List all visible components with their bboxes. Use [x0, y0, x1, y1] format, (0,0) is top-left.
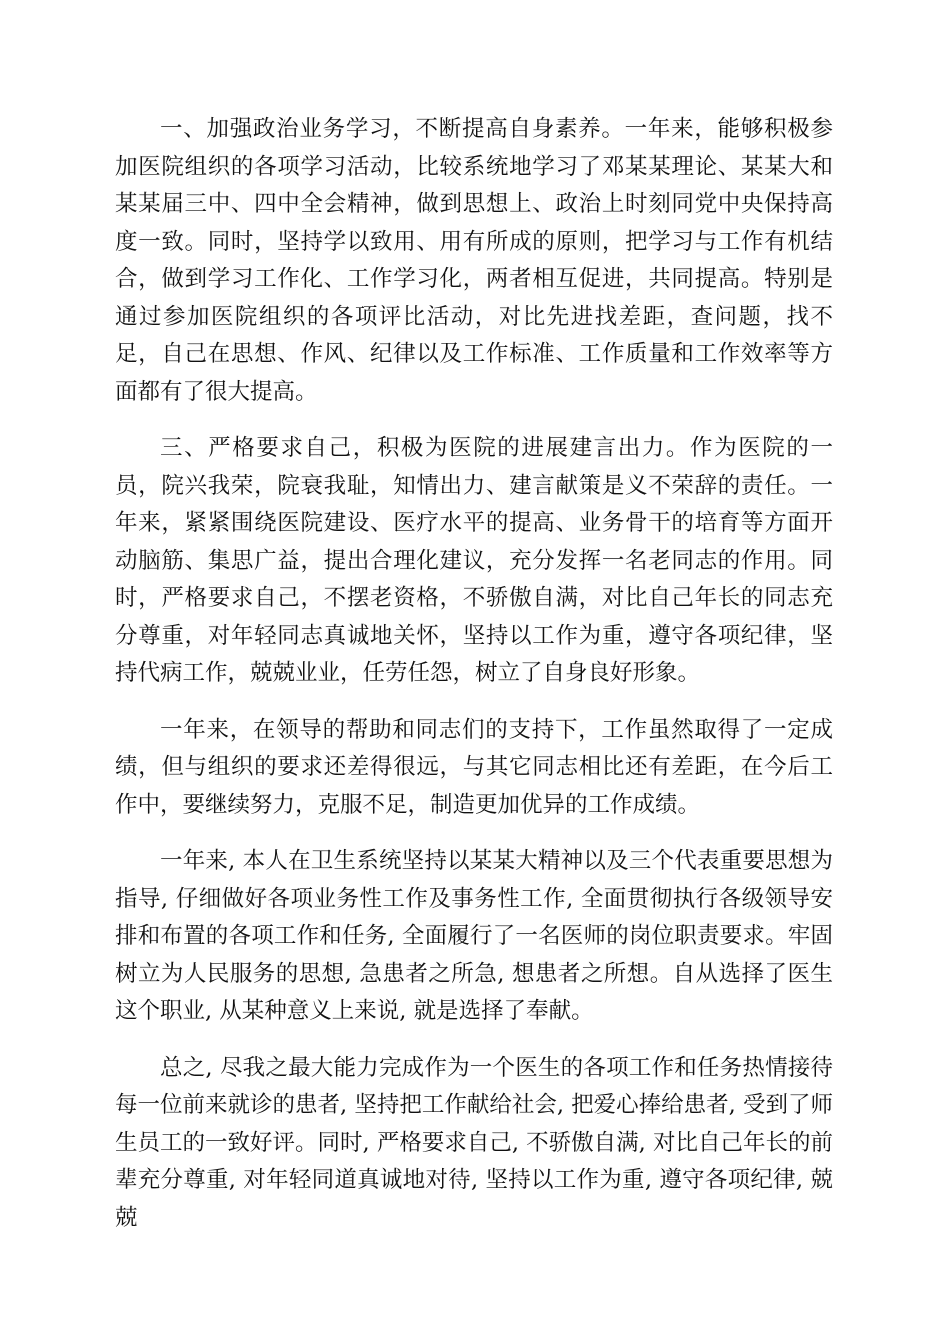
- document-body: [115, 111, 833, 1256]
- paragraph-political-study: 一、加强政治业务学习，不断提高自身素养。一年来，能够积极参加医院组织的各项学习活动，比较系统地学习了邓某某理论、某某大和某某届三中、四中全会精神，做到思想上、政治上时刻同党中央保持高度一致。同时，坚持学以致用、用有所成的原则，把学习与工作有机结合，做到学习工作化、工作学习化，两者相互促进，共同提高。特别是通过参加医院组织的各项评比活动，对比先进找差距，查问题，找不足，自己在思想、作风、纪律以及工作标准、工作质量和工作效率等方面都有了很大提高。: [115, 116, 833, 405]
- paragraph-year-summary: 一年来，在领导的帮助和同志们的支持下，工作虽然取得了一定成绩，但与组织的要求还差得很远，与其它同志相比还有差距，在今后工作中，要继续努力，克服不足，制造更加优异的工作成绩。: [115, 716, 833, 818]
- paragraph-health-system-work: 一年来, 本人在卫生系统坚持以某某大精神以及三个代表重要思想为指导, 仔细做好各项业务性工作及事务性工作, 全面贯彻执行各级领导安排和布置的各项工作和任务, 全面履行了一名医师的岗位职责要求。牢固树立为人民服务的思想, 急患者之所急, 想患者之所想。自从选择了医生这个职业, 从某种意义上来说, 就是选择了奉献。: [115, 848, 833, 1024]
- paragraph-strict-requirements: 三、严格要求自己，积极为医院的进展建言出力。作为医院的一员，院兴我荣，院衰我耻，知情出力、建言献策是义不荣辞的责任。一年来，紧紧围绕医院建设、医疗水平的提高、业务骨干的培育等方面开动脑筋、集思广益，提出合理化建议，充分发挥一名老同志的作用。同时，严格要求自己，不摆老资格，不骄傲自满，对比自己年长的同志充分尊重，对年轻同志真诚地关怀，坚持以工作为重，遵守各项纪律，坚持代病工作，兢兢业业，任劳任怨，树立了自身良好形象。: [115, 435, 833, 686]
- paragraph-conclusion: 总之, 尽我之最大能力完成作为一个医生的各项工作和任务热情接待每一位前来就诊的患者, 坚持把工作献给社会, 把爱心捧给患者, 受到了师生员工的一致好评。同时, 严格要求自己, 不骄傲自满, 对比自己年长的前辈充分尊重, 对年轻同道真诚地对待, 坚持以工作为重, 遵守各项纪律, 兢兢: [115, 1054, 833, 1231]
